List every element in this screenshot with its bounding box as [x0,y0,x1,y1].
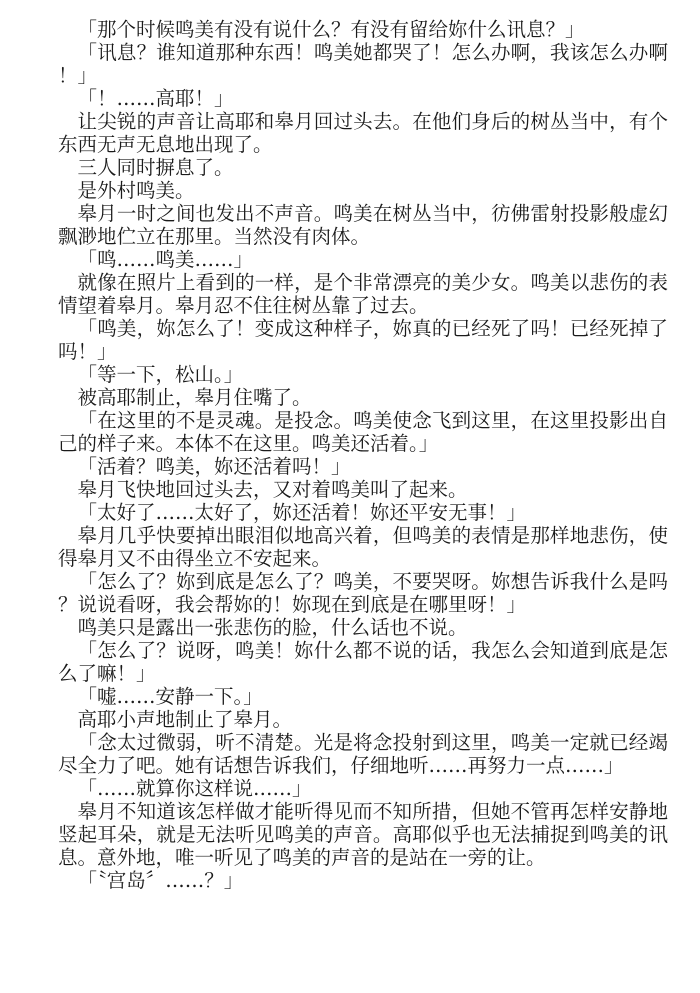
paragraph-dialogue: 「！……高耶！」 [77,87,234,110]
paragraph-narration: 皋月几乎快要掉出眼泪似地高兴着，但鸣美的表情是那样地悲伤，使得皋月又不由得坐立不安起来。 [58,524,668,570]
paragraph-narration: 皋月一时之间也发出不声音。鸣美在树丛当中，彷佛雷射投影般虚幻飘渺地伫立在那里。当然没有肉体。 [58,202,668,248]
paragraph-dialogue: 「〝宫岛〞……？」 [77,869,244,892]
paragraph-dialogue: 「鸣……鸣美……」 [77,248,254,271]
paragraph-dialogue: 「怎么了？说呀，鸣美！妳什么都不说的话，我怎么会知道到底是怎么了嘛！」 [58,639,668,685]
paragraph-dialogue: 「活着？鸣美，妳还活着吗！」 [77,455,351,478]
paragraph-narration: 被高耶制止，皋月住嘴了。 [77,386,312,409]
novel-page [58,18,668,892]
paragraph-dialogue: 「等一下，松山。」 [77,363,244,386]
paragraph-narration: 皋月不知道该怎样做才能听得见而不知所措，但她不管再怎样安静地竖起耳朵，就是无法听见鸣美的声音。高耶似乎也无法捕捉到鸣美的讯息。意外地，唯一听见了鸣美的声音的是站在一旁的让。 [58,800,668,869]
paragraph-dialogue: 「那个时候鸣美有没有说什么？有没有留给妳什么讯息？」 [77,18,585,41]
paragraph-narration: 鸣美只是露出一张悲伤的脸，什么话也不说。 [77,616,468,639]
paragraph-dialogue: 「嘘……安静一下。」 [77,685,263,708]
paragraph-narration: 是外村鸣美。 [77,179,195,202]
paragraph-narration: 就像在照片上看到的一样，是个非常漂亮的美少女。鸣美以悲伤的表情望着皋月。皋月忍不住往树丛靠了过去。 [58,271,668,317]
paragraph-narration: 让尖锐的声音让高耶和皋月回过头去。在他们身后的树丛当中，有个东西无声无息地出现了。 [58,110,668,156]
paragraph-dialogue: 「……就算你这样说……」 [77,777,312,800]
paragraph-dialogue: 「鸣美，妳怎么了！变成这种样子，妳真的已经死了吗！已经死掉了吗！」 [58,317,668,363]
paragraph-dialogue: 「念太过微弱，听不清楚。光是将念投射到这里，鸣美一定就已经竭尽全力了吧。她有话想告诉我们，仔细地听……再努力一点……」 [58,731,668,777]
paragraph-narration: 高耶小声地制止了皋月。 [77,708,293,731]
paragraph-narration: 皋月飞快地回过头去，又对着鸣美叫了起来。 [77,478,468,501]
paragraph-dialogue: 「太好了……太好了，妳还活着！妳还平安无事！」 [77,501,527,524]
paragraph-dialogue: 「在这里的不是灵魂。是投念。鸣美使念飞到这里，在这里投影出自己的样子来。本体不在这里。鸣美还活着。」 [58,409,668,455]
paragraph-dialogue: 「讯息？谁知道那种东西！鸣美她都哭了！怎么办啊，我该怎么办啊！」 [58,41,668,87]
paragraph-dialogue: 「怎么了？妳到底是怎么了？鸣美，不要哭呀。妳想告诉我什么是吗？说说看呀，我会帮妳的！妳现在到底是在哪里呀！」 [58,570,668,616]
paragraph-narration: 三人同时摒息了。 [77,156,234,179]
